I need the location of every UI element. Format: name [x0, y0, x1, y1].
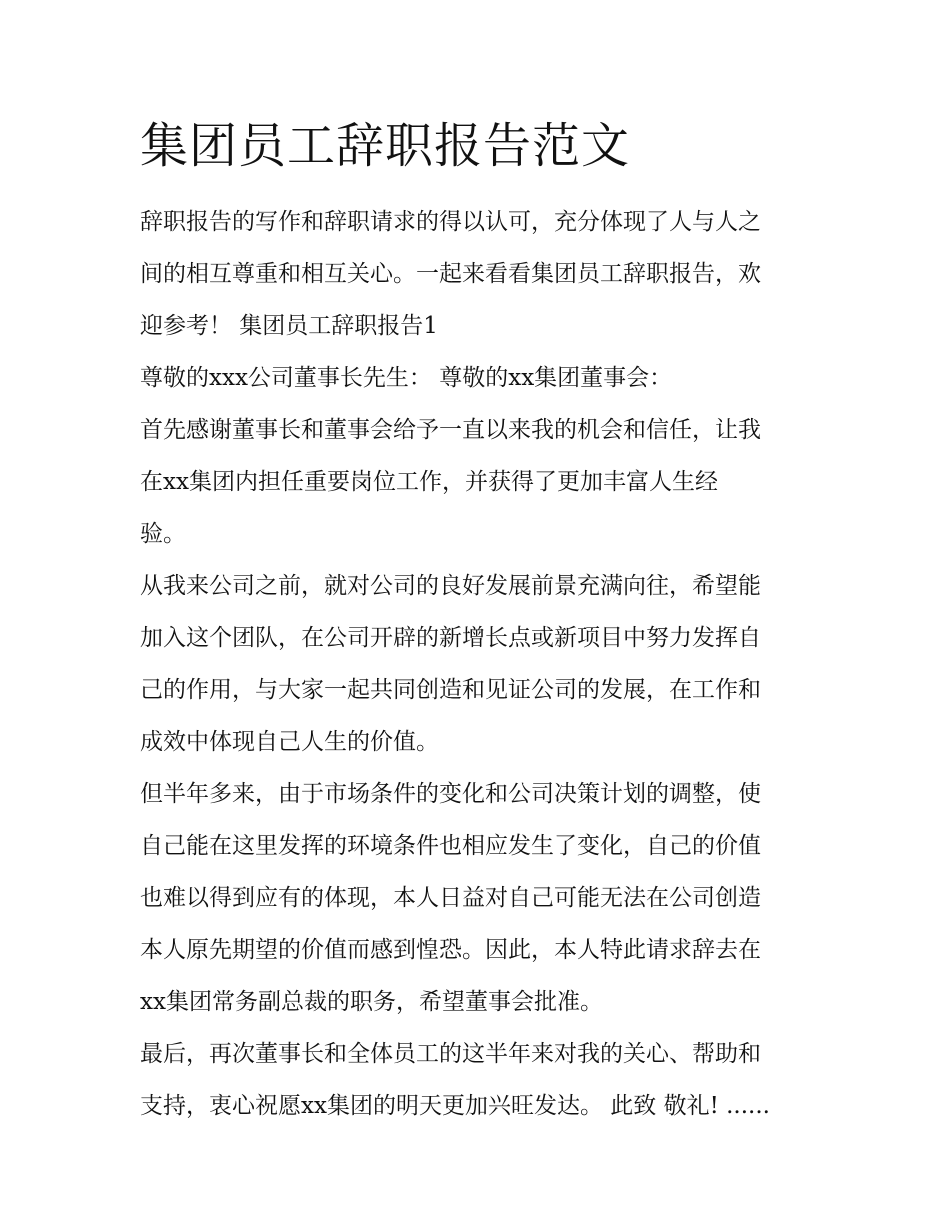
paragraph-reason: [140, 768, 812, 1028]
paragraph-thanks: [140, 404, 812, 560]
document-title: 集团员工辞职报告范文: [140, 118, 631, 174]
paragraph-line: 验。: [140, 521, 186, 547]
paragraph-background: [140, 560, 812, 768]
document-body: [140, 112, 812, 1132]
paragraph-closing: [140, 1028, 812, 1132]
paragraph-line: 自己能在这里发挥的环境条件也相应发生了变化，自己的价值: [140, 833, 761, 859]
paragraph-line: 加入这个团队，在公司开辟的新增长点或新项目中努力发挥自: [140, 625, 761, 651]
paragraph-salutation: [140, 352, 812, 404]
paragraph-line: 也难以得到应有的体现，本人日益对自己可能无法在公司创造: [140, 885, 761, 911]
paragraph-line: 最后，再次董事长和全体员工的这半年来对我的关心、帮助和: [140, 1041, 761, 1067]
paragraph-line: 成效中体现自己人生的价值。: [140, 729, 439, 755]
paragraph-line: 但半年多来，由于市场条件的变化和公司决策计划的调整，使: [140, 781, 761, 807]
paragraph-line: xx集团常务副总裁的职务，希望董事会批准。: [140, 989, 603, 1015]
paragraph-line: 支持，衷心祝愿xx集团的明天更加兴旺发达。 此致 敬礼! ......: [140, 1093, 770, 1119]
paragraph-line: 尊敬的xxx公司董事长先生： 尊敬的xx集团董事会：: [140, 365, 673, 391]
paragraph-line: 在xx集团内担任重要岗位工作，并获得了更加丰富人生经: [140, 469, 718, 495]
paragraph-line: 首先感谢董事长和董事会给予一直以来我的机会和信任，让我: [140, 417, 761, 443]
paragraph-intro: [140, 196, 812, 352]
paragraph-line: 从我来公司之前，就对公司的良好发展前景充满向往，希望能: [140, 573, 761, 599]
paragraph-line: 间的相互尊重和相互关心。一起来看看集团员工辞职报告，欢: [140, 261, 761, 287]
paragraph-line: 辞职报告的写作和辞职请求的得以认可，充分体现了人与人之: [140, 209, 761, 235]
paragraph-line: 己的作用，与大家一起共同创造和见证公司的发展，在工作和: [140, 677, 761, 703]
paragraph-line: 迎参考！ 集团员工辞职报告1: [140, 313, 438, 339]
paragraph-line: 本人原先期望的价值而感到惶恐。因此，本人特此请求辞去在: [140, 937, 761, 963]
